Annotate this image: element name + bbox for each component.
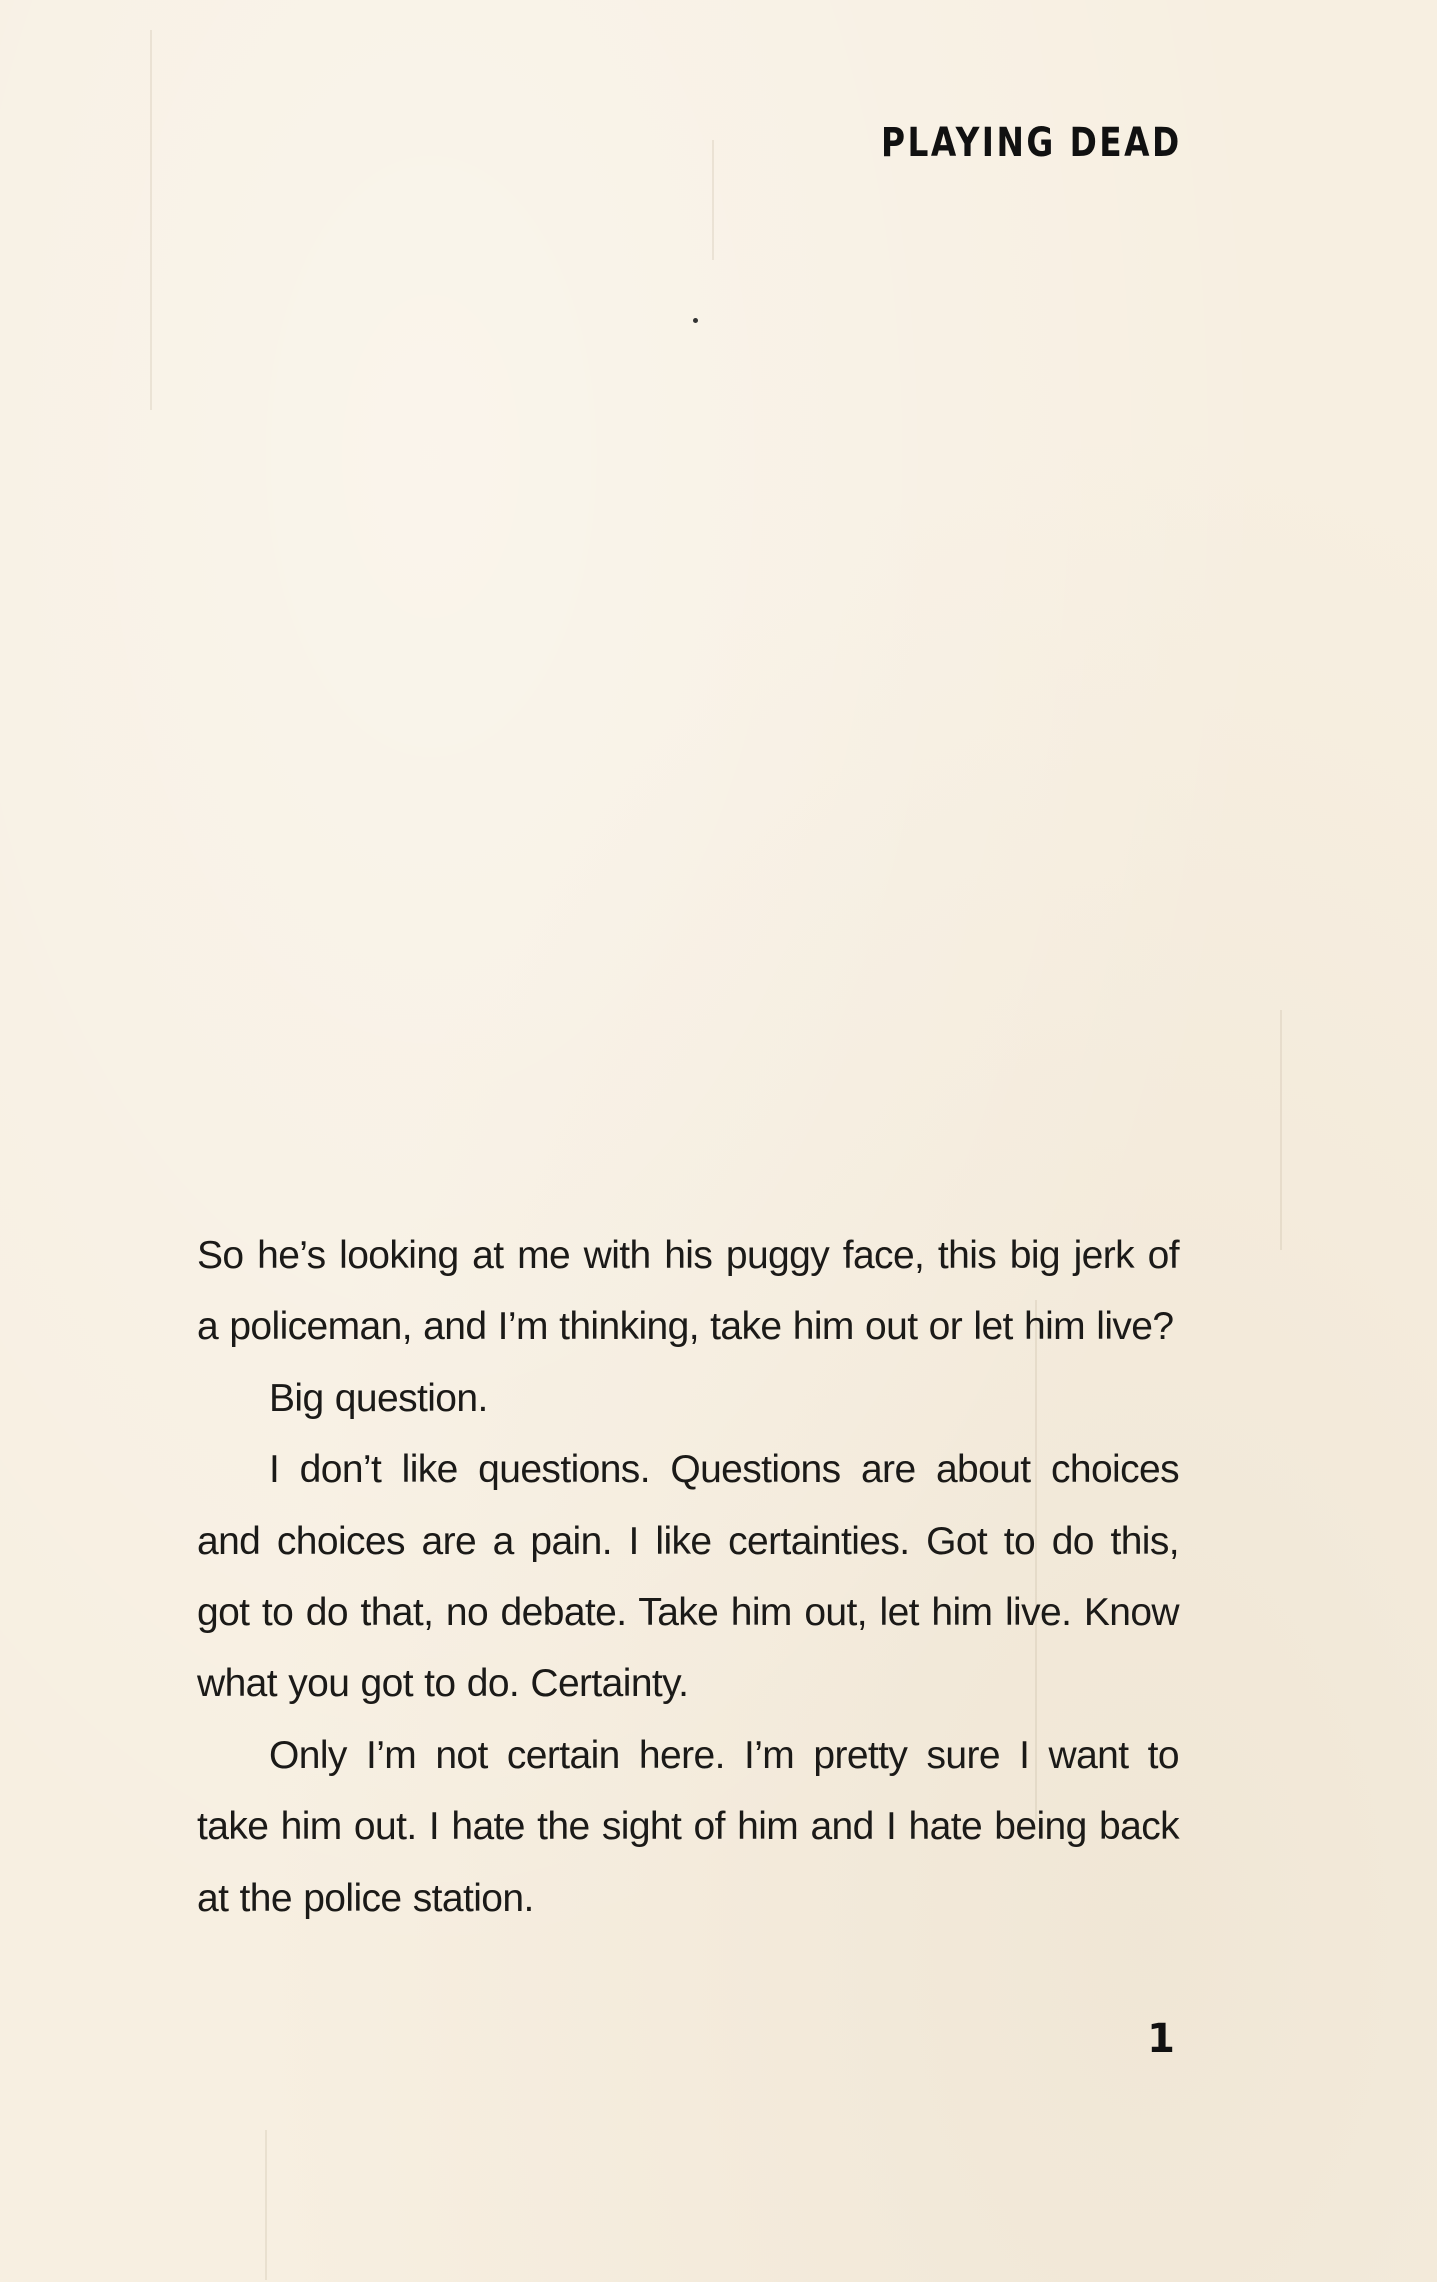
page-number: 1 <box>1147 2016 1175 2062</box>
ink-speck <box>693 318 698 323</box>
paragraph: Only I’m not certain here. I’m pretty sure I want to take him out. I hate the sight of him and I hate being back at the police station. <box>197 1733 1179 1920</box>
paper-crease <box>712 140 714 260</box>
body-text <box>197 1220 1179 1934</box>
running-head: PLAYING DEAD <box>881 120 1182 166</box>
paper-crease <box>1280 1010 1282 1250</box>
paragraph: I don’t like questions. Questions are about choices and choices are a pain. I like certainties. Got to do this, got to do that, no debate. Take him out, let him live. Know what you got to do. Certainty. <box>197 1448 1179 1706</box>
paper-crease <box>150 30 152 410</box>
paper-crease <box>265 2130 267 2280</box>
paragraph: Big question. <box>269 1376 488 1420</box>
paragraph: So he’s looking at me with his puggy face, this big jerk of a policeman, and I’m thinking, take him out or let him live? <box>197 1234 1179 1349</box>
